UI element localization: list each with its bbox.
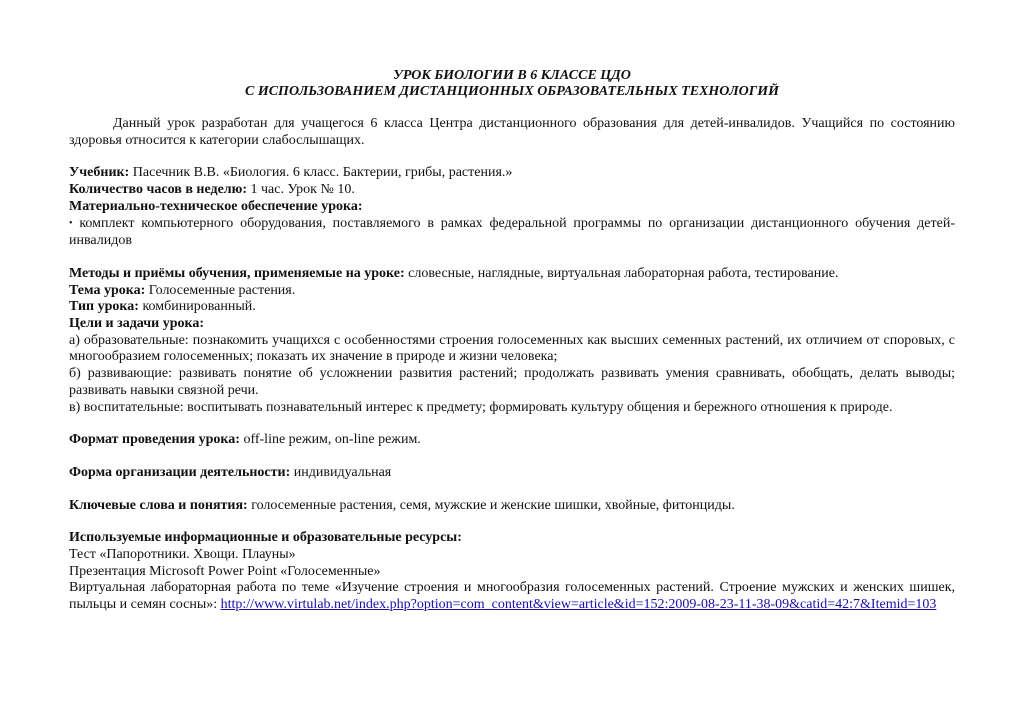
equipment-item-text: комплект компьютерного оборудования, поставляемого в рамках федеральной программы по организации дистанционного обучения детей-инвалидов (69, 215, 955, 249)
goal-educational: а) образовательные: познакомить учащихся с особенностями строения голосеменных как высших семенных растений, их отличием от споровых, с многообразием голосеменных; показать их значение в природе и жизни человека; (69, 332, 955, 365)
type-line (69, 299, 955, 316)
hours-line (69, 182, 955, 199)
goals-label: Цели и задачи урока: (69, 316, 205, 332)
bullet-icon: • (69, 217, 73, 229)
resource-test: Тест «Папоротники. Хвощи. Плауны» (69, 547, 296, 563)
goal-developmental: б) развивающие: развивать понятие об усложнении развития растений; продолжать развивать умения сравнивать, обобщать, делать выводы; развивать навыки связной речи. (69, 366, 955, 398)
topic-value: Голосеменные растения. (145, 282, 296, 298)
activity-value: индивидуальная (290, 464, 392, 480)
virtulab-link[interactable]: http://www.virtulab.net/index.php?option=com_content&view=article&id=152:2009-08-23-11-38-09&catid=42:7&Itemid=103 (220, 597, 937, 613)
topic-label: Тема урока: (69, 282, 146, 298)
format-line (69, 432, 955, 449)
title-line-2: С ИСПОЛЬЗОВАНИЕМ ДИСТАНЦИОННЫХ ОБРАЗОВАТЕЛЬНЫХ ТЕХНОЛОГИЙ (244, 84, 780, 99)
title-line-1: УРОК БИОЛОГИИ В 6 КЛАССЕ ЦДО (393, 68, 631, 83)
equipment-item (69, 216, 955, 250)
keywords-label: Ключевые слова и понятия: (69, 497, 248, 513)
methods-line (69, 266, 955, 283)
hours-value: 1 час. Урок № 10. (247, 182, 355, 198)
textbook-value: Пасечник В.В. «Биология. 6 класс. Бактерии, грибы, растения.» (129, 165, 513, 181)
format-label: Формат проведения урока: (69, 432, 240, 448)
goal-upbringing: в) воспитательные: воспитывать познавательный интерес к предмету; формировать культуру общения и бережного отношения к природе. (69, 399, 893, 415)
activity-line (69, 465, 955, 482)
textbook-label: Учебник: (69, 165, 130, 181)
resources-label: Используемые информационные и образовательные ресурсы: (69, 530, 462, 546)
keywords-value: голосеменные растения, семя, мужские и женские шишки, хвойные, фитонциды. (247, 497, 735, 513)
activity-label: Форма организации деятельности: (69, 464, 291, 480)
document-title (69, 68, 955, 100)
resource-presentation: Презентация Microsoft Power Point «Голосеменные» (69, 563, 381, 579)
resource-lab-text: Виртуальная лабораторная работа по теме «Изучение строения и многообразия голосеменных растений. Строение мужских и женских шишек, пыльцы и семян сосны»: (69, 580, 955, 613)
type-value: комбинированный. (138, 299, 256, 315)
hours-label: Количество часов в неделю: (69, 182, 248, 198)
topic-line (69, 283, 955, 300)
type-label: Тип урока: (69, 299, 139, 315)
methods-label: Методы и приёмы обучения, применяемые на уроке: (69, 265, 405, 281)
textbook-line (69, 165, 955, 182)
resource-lab (69, 580, 955, 613)
document-content (69, 68, 955, 614)
intro-paragraph: Данный урок разработан для учащегося 6 класса Центра дистанционного образования для детей-инвалидов. Учащийся по состоянию здоровья относится к категории слабослышащих. (69, 116, 955, 148)
equipment-label: Материально-техническое обеспечение урока: (69, 198, 363, 214)
format-value: off-line режим, on-line режим. (239, 432, 421, 448)
keywords-line (69, 498, 955, 515)
methods-value: словесные, наглядные, виртуальная лабораторная работа, тестирование. (404, 265, 839, 281)
